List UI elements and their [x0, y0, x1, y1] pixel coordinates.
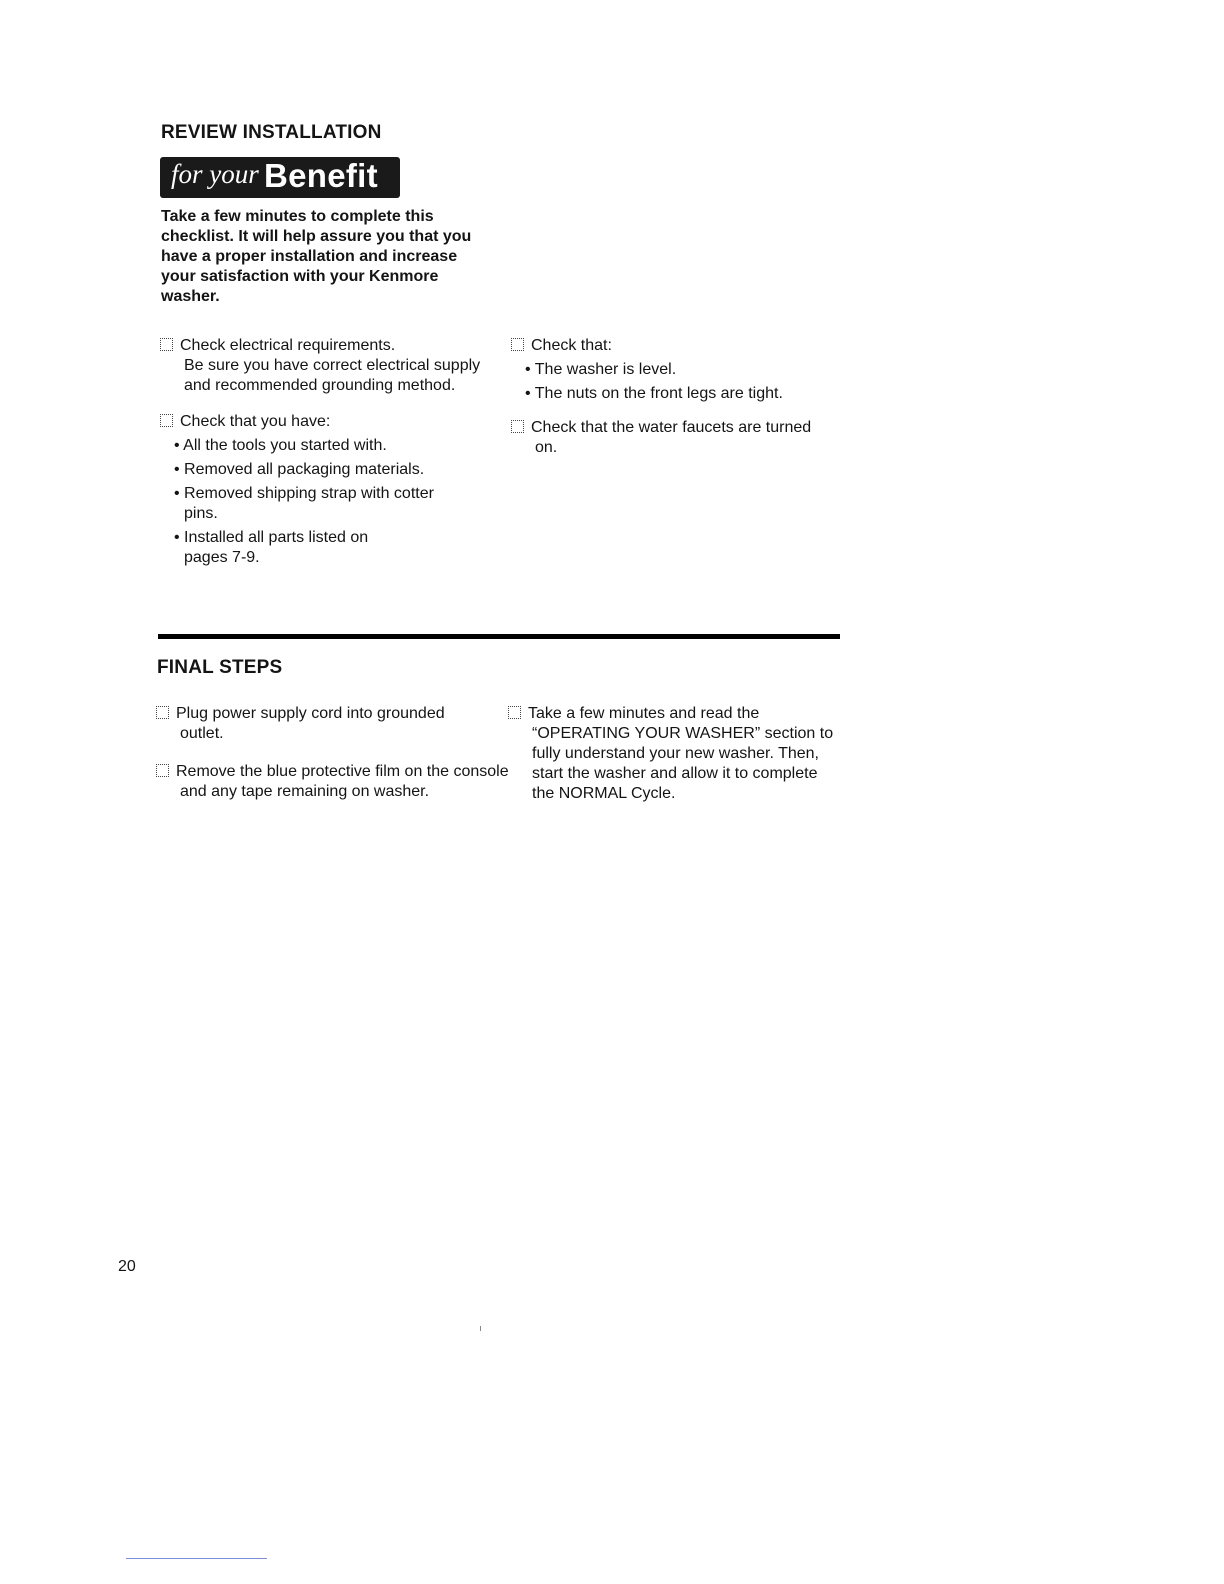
badge-prefix: for your [171, 159, 259, 189]
final-steps-heading: FINAL STEPS [157, 657, 283, 678]
bullet-list [511, 360, 831, 404]
checklist-item-electrical [160, 336, 490, 356]
checklist-item-check-that [511, 336, 831, 356]
checkbox-icon[interactable] [511, 338, 524, 351]
checklist-item-faucets [511, 418, 825, 458]
item-title: Check that: [531, 337, 612, 354]
list-item: • Removed all packaging materials. [174, 461, 425, 478]
list-item: • The washer is level. [525, 361, 677, 378]
checklist-item-plug [156, 704, 450, 744]
checklist-item-read-section [508, 704, 844, 804]
final-right-column [508, 704, 834, 804]
item-title: Check electrical requirements. [180, 337, 396, 354]
for-your-benefit-badge [160, 157, 400, 198]
review-right-column [511, 336, 831, 458]
checkbox-icon[interactable] [511, 420, 524, 433]
bullet-list [160, 436, 490, 568]
item-text: Plug power supply cord into grounded outlet. [176, 705, 445, 742]
checkbox-icon[interactable] [160, 414, 173, 427]
checklist-item-film [156, 762, 515, 802]
section-divider [158, 634, 840, 639]
intro-text: Take a few minutes to complete this checklist. It will help assure you that you have a proper installation and increase your satisfaction with your Kenmore washer. [161, 208, 472, 305]
checkbox-icon[interactable] [156, 764, 169, 777]
item-title: Check that the water faucets are turned on. [531, 419, 812, 456]
item-text: Take a few minutes and read the “OPERATING YOUR WASHER” section to fully understand your new washer. Then, start the washer and allow it to complete the NORMAL Cycle. [528, 705, 834, 802]
footer-line [126, 1558, 267, 1559]
list-item: • Installed all parts listed on pages 7-9. [174, 529, 369, 566]
item-title: Check that you have: [180, 413, 331, 430]
item-text: Remove the blue protective film on the console and any tape remaining on washer. [176, 763, 509, 800]
scan-mark [480, 1326, 481, 1331]
checkbox-icon[interactable] [160, 338, 173, 351]
final-left-column [156, 704, 509, 802]
item-body: Be sure you have correct electrical supply and recommended grounding method. [184, 357, 481, 394]
checkbox-icon[interactable] [156, 706, 169, 719]
list-item: • The nuts on the front legs are tight. [525, 385, 783, 402]
list-item: • All the tools you started with. [174, 437, 387, 454]
review-left-column [160, 336, 490, 568]
badge-word: Benefit [264, 157, 378, 194]
checklist-item-you-have [160, 412, 490, 432]
checkbox-icon[interactable] [508, 706, 521, 719]
list-item: • Removed shipping strap with cotter pins. [174, 485, 434, 522]
review-installation-heading: REVIEW INSTALLATION [161, 122, 382, 143]
page-number: 20 [118, 1258, 136, 1275]
